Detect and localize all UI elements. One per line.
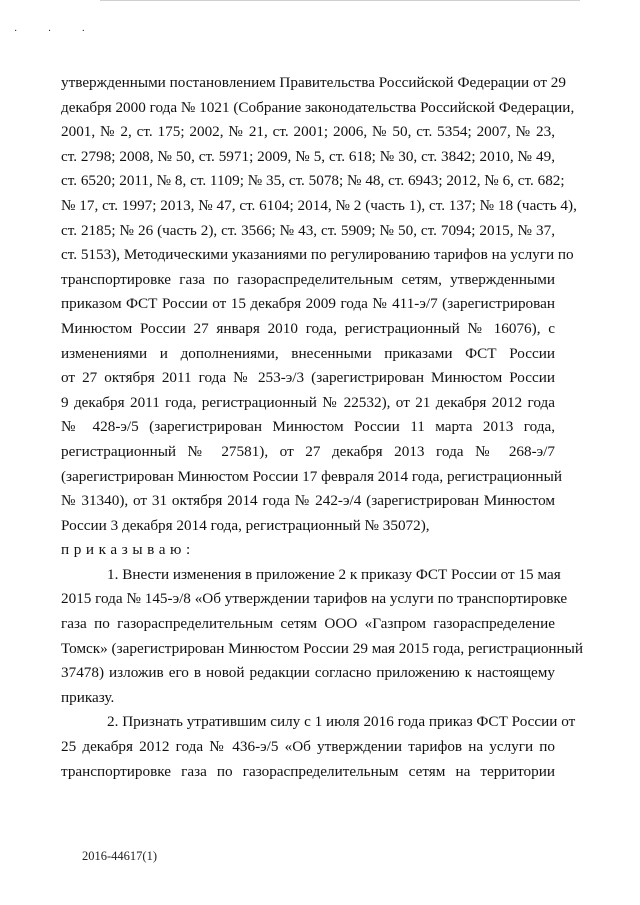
text-line: утвержденными постановлением Правительства Российской Федерации от 29 (61, 74, 566, 91)
text-line: № 17, ст. 1997; 2013, № 47, ст. 6104; 2014, № 2 (часть 1), ст. 137; № 18 (часть 4), (61, 196, 577, 214)
text-line: приказу. (61, 688, 115, 706)
text-line: изменениями и дополнениями, внесенными приказами ФСТ России (61, 344, 555, 362)
text-line: ст. 2798; 2008, № 50, ст. 5971; 2009, № 5, ст. 618; № 30, ст. 3842; 2010, № 49, (61, 147, 555, 165)
text-line: газа по газораспределительным сетям ООО «Газпром газораспределение (61, 615, 555, 633)
text-line: декабря 2000 года № 1021 (Собрание законодательства Российской Федерации, (61, 98, 575, 116)
text-line: 2. Признать утратившим силу с 1 июля 2016 года приказ ФСТ России от (107, 713, 576, 731)
text-line: от 27 октября 2011 года № 253-э/3 (зарегистрирован Минюстом России (61, 369, 555, 387)
text-line: 9 декабря 2011 года, регистрационный № 22532), от 21 декабря 2012 года (61, 393, 555, 411)
text-line: регистрационный № 27581), от 27 декабря 2013 года № 268-э/7 (61, 442, 555, 460)
text-line: 2015 года № 145-э/8 «Об утверждении тарифов на услуги по транспортировке (61, 590, 568, 608)
text-line: 2001, № 2, ст. 175; 2002, № 21, ст. 2001; 2006, № 50, ст. 5354; 2007, № 23, (61, 123, 555, 141)
text-line: ст. 2185; № 26 (часть 2), ст. 3566; № 43, ст. 5909; № 50, ст. 7094; 2015, № 37, (61, 221, 555, 239)
scan-dots: · · · (14, 26, 99, 37)
item-1-paragraph (61, 563, 584, 711)
text-line: № 428-э/5 (зарегистрирован Минюстом России 11 марта 2013 года, (61, 418, 555, 436)
document-code: 2016-44617(1) (82, 849, 157, 863)
text-line: 1. Внести изменения в приложение 2 к приказу ФСТ России от 15 мая (107, 565, 561, 583)
item-2-paragraph (61, 710, 576, 784)
text-line: (зарегистрирован Минюстом России 17 февраля 2014 года, регистрационный (61, 467, 563, 485)
text-line: Томск» (зарегистрирован Минюстом России 29 мая 2015 года, регистрационный (61, 639, 584, 657)
text-line: ст. 5153), Методическими указаниями по регулированию тарифов на услуги по (61, 246, 574, 264)
order-word: приказываю: (61, 541, 195, 559)
scan-edge-line (100, 0, 580, 1)
text-line: транспортировке газа по газораспределительным сетям на территории (61, 762, 555, 780)
text-line: № 31340), от 31 октября 2014 года № 242-э/4 (зарегистрирован Минюстом (61, 492, 555, 510)
text-line: приказом ФСТ России от 15 декабря 2009 года № 411-э/7 (зарегистрирован (61, 295, 555, 313)
document-body (61, 71, 584, 784)
text-line: транспортировке газа по газораспределительным сетям, утвержденными (61, 270, 555, 288)
text-line: 25 декабря 2012 года № 436-э/5 «Об утверждении тарифов на услуги по (61, 738, 555, 756)
text-line: ст. 6520; 2011, № 8, ст. 1109; № 35, ст. 5078; № 48, ст. 6943; 2012, № 6, ст. 682; (61, 172, 565, 190)
text-line: Минюстом России 27 января 2010 года, регистрационный № 16076), с (61, 319, 555, 337)
preamble-paragraph (61, 71, 577, 538)
text-line: России 3 декабря 2014 года, регистрационный № 35072), (61, 516, 430, 534)
text-line: 37478) изложив его в новой редакции согласно приложению к настоящему (61, 664, 555, 682)
